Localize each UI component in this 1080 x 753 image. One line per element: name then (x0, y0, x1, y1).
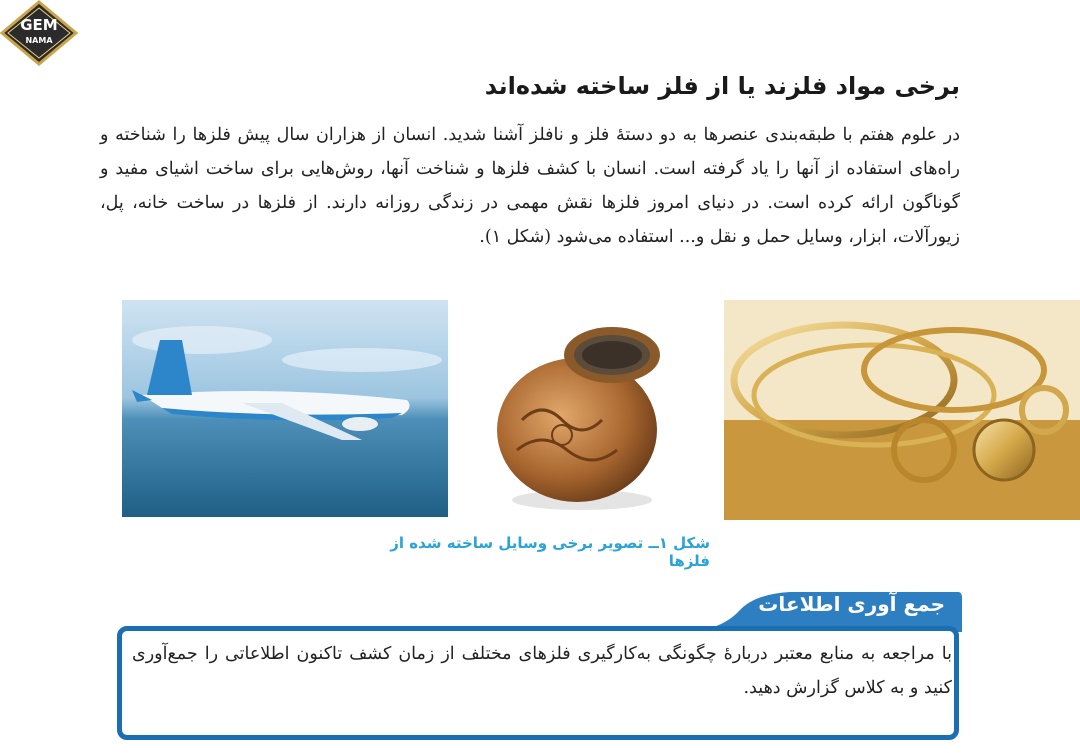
logo-text-1: GEM (20, 16, 58, 34)
figure-caption: شکل ۱ــ تصویر برخی وسایل ساخته شده از فلزها (390, 534, 710, 570)
airplane-image (122, 300, 448, 517)
gold-jewelry-image (724, 300, 1080, 520)
section-heading: برخی مواد فلزند یا از فلز ساخته شده‌اند (484, 72, 960, 100)
logo-text-2: NAMA (25, 36, 53, 45)
activity-title: جمع آوری اطلاعات (758, 592, 945, 616)
copper-vase-image (462, 300, 712, 520)
activity-text: با مراجعه به منابع معتبر دربارهٔ چگونگی به‌کارگیری فلزهای مختلف از زمان کشف تاکنون اطلاعاتی را جمع‌آوری کنید و به کلاس گزارش دهید. (132, 644, 952, 698)
body-paragraph: در علوم هفتم با طبقه‌بندی عنصرها به دو دستهٔ فلز و نافلز آشنا شدید. انسان از هزاران سال پیش فلزها را شناخته و راه‌های استفاده از آنها را یاد گرفته است. انسان با کشف فلزها و شناخت آنها، روش‌هایی برای ساخت اشیای مفید و گوناگون ارائه کرده است. در دنیای امروز فلزها نقش مهمی در زندگی روزانه دارند. از فلزها در ساخت خانه، پل، زیورآلات، ابزار، وسایل حمل و نقل و... استفاده می‌شود (شکل ۱). (100, 125, 960, 247)
gemnama-logo (0, 0, 78, 66)
